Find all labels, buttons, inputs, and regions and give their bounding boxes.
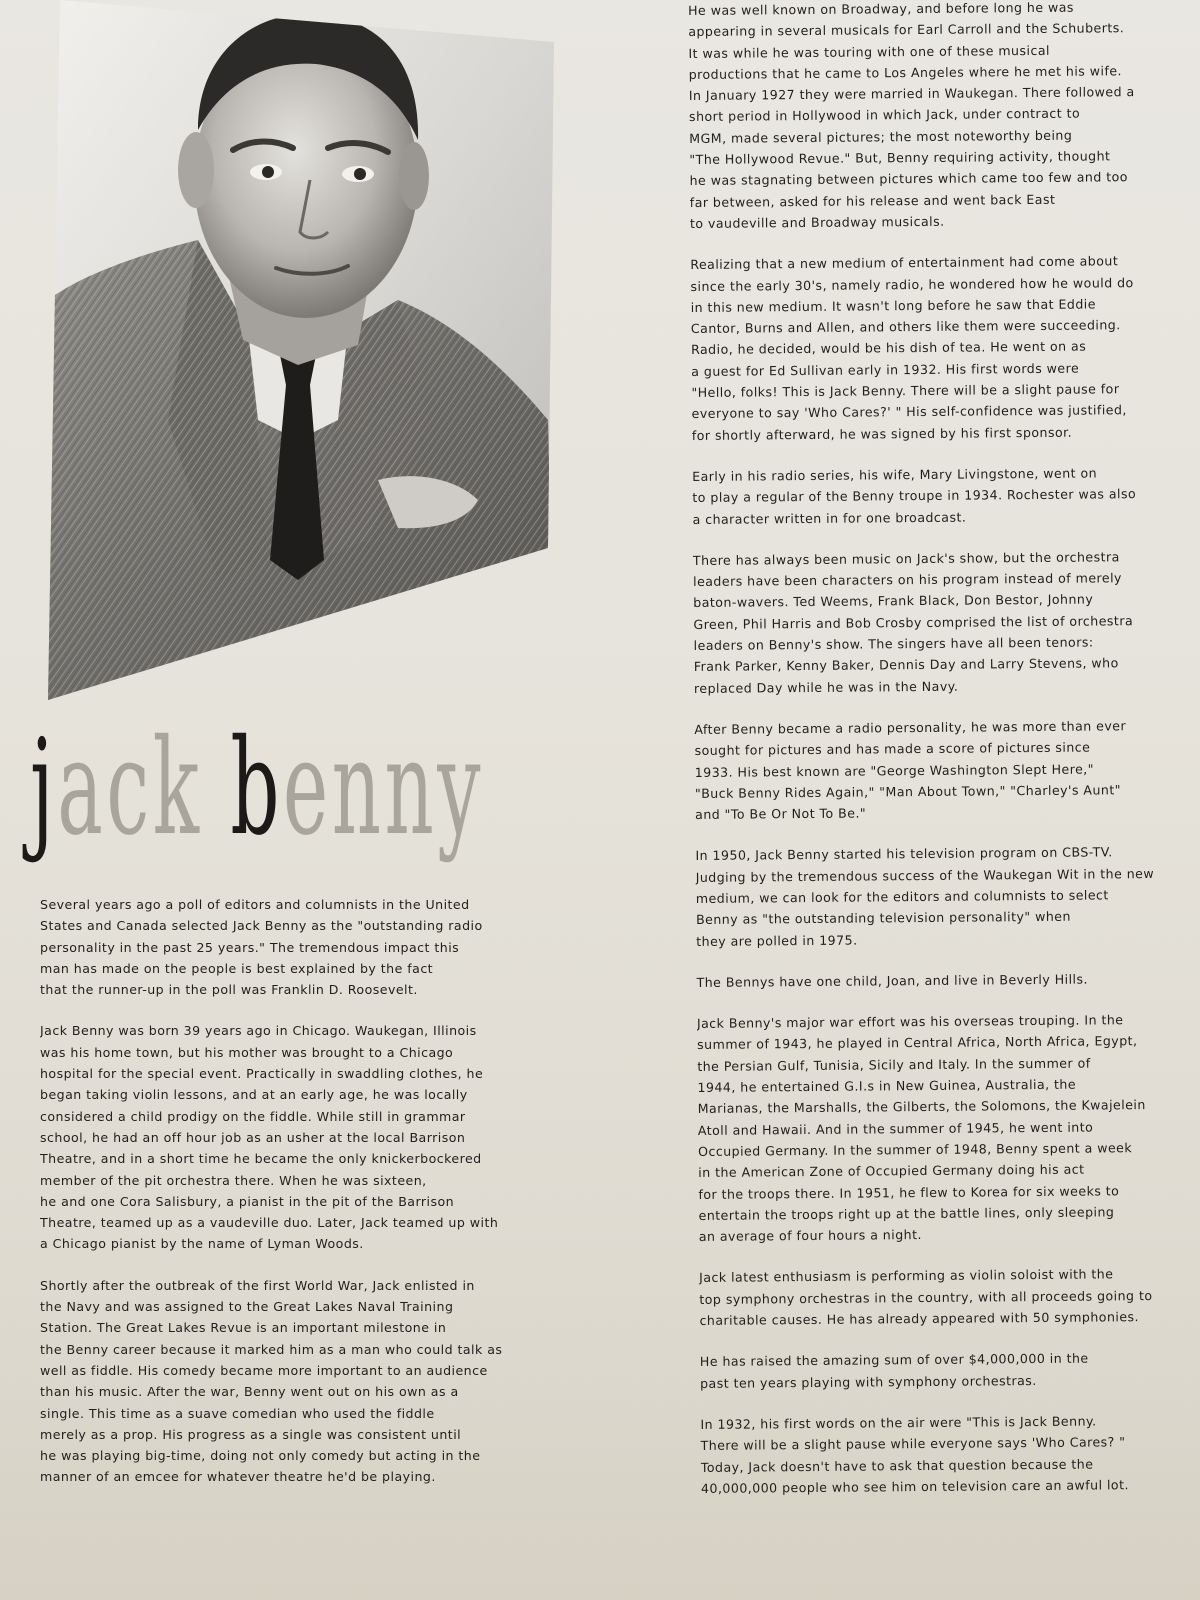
- text-line: Frank Parker, Kenny Baker, Dennis Day and Larry Stevens, who: [693, 655, 1119, 675]
- text-line: the Navy and was assigned to the Great Lakes Naval Training: [40, 1299, 454, 1315]
- text-line: Jack Benny was born 39 years ago in Chicago. Waukegan, Illinois: [40, 1023, 477, 1039]
- text-line: leaders have been characters on his program instead of merely: [693, 570, 1122, 590]
- text-line: There will be a slight pause while everyone says 'Who Cares? ": [700, 1434, 1126, 1454]
- text-line: charitable causes. He has already appeared with 50 symphonies.: [699, 1309, 1140, 1328]
- text-line: single. This time as a suave comedian who used the fiddle: [40, 1405, 435, 1421]
- text-line: After Benny became a radio personality, he was more than ever: [694, 718, 1127, 737]
- text-line: past ten years playing with symphony orchestras.: [700, 1372, 1037, 1391]
- text-line: States and Canada selected Jack Benny as the "outstanding radio: [40, 918, 483, 934]
- text-line: Radio, he decided, would be his dish of tea. He went on as: [690, 338, 1087, 358]
- paragraph: [693, 545, 1194, 698]
- text-line: 1933. His best known are "George Washington Slept Here,": [694, 760, 1095, 780]
- text-line: Judging by the tremendous success of the Waukegan Wit in the new: [695, 865, 1155, 885]
- text-line: Realizing that a new medium of entertainment had come about: [690, 253, 1119, 273]
- text-line: Today, Jack doesn't have to ask that question because the: [700, 1456, 1094, 1475]
- portrait-photo: [48, 0, 554, 700]
- paragraph: [695, 841, 1196, 952]
- text-line: an average of four hours a night.: [698, 1227, 922, 1245]
- text-line: Atoll and Hawaii. And in the summer of 1945, he went into: [697, 1119, 1094, 1138]
- text-line: productions that he came to Los Angeles where he met his wife.: [688, 63, 1123, 82]
- text-line: to play a regular of the Benny troupe in 1934. Rochester was also: [692, 486, 1137, 506]
- text-line: baton-wavers. Ted Weems, Frank Black, Don Bestor, Johnny: [693, 591, 1094, 611]
- title-first-rest: ack: [57, 711, 203, 865]
- paragraph: [697, 1009, 1199, 1248]
- text-line: "The Hollywood Revue." But, Benny requiring activity, thought: [689, 148, 1111, 168]
- paragraph: [692, 462, 1193, 530]
- text-line: MGM, made several pictures; the most noteworthy being: [689, 127, 1073, 146]
- text-line: school, he had an off hour job as an usher at the local Barrison: [40, 1129, 466, 1145]
- text-line: 40,000,000 people who see him on television care an awful lot.: [700, 1477, 1129, 1496]
- text-line: far between, asked for his release and went back East: [689, 191, 1056, 210]
- text-line: he was playing big-time, doing not only comedy but acting in the: [40, 1448, 481, 1464]
- text-line: in the American Zone of Occupied Germany doing his act: [698, 1161, 1085, 1181]
- text-line: man has made on the people is best explained by the fact: [40, 960, 434, 976]
- text-line: that the runner-up in the poll was Franklin D. Roosevelt.: [40, 982, 418, 998]
- text-line: There has always been music on Jack's show, but the orchestra: [692, 549, 1120, 568]
- text-line: appearing in several musicals for Earl Carroll and the Schuberts.: [688, 20, 1125, 40]
- text-line: hospital for the special event. Practically in swaddling clothes, he: [40, 1066, 484, 1082]
- text-line: entertain the troops right up at the battle lines, only sleeping: [698, 1204, 1115, 1223]
- text-line: for the troops there. In 1951, he flew to Korea for six weeks to: [698, 1182, 1120, 1202]
- text-line: the Benny career because it marked him as a man who could talk as: [40, 1341, 503, 1357]
- text-line: began taking violin lessons, and at an early age, he was locally: [40, 1087, 468, 1103]
- text-line: "Hello, folks! This is Jack Benny. There will be a slight pause for: [691, 381, 1120, 401]
- text-line: they are polled in 1975.: [696, 932, 858, 949]
- text-line: short period in Hollywood in which Jack, under contract to: [688, 106, 1081, 125]
- text-line: top symphony orchestras in the country, with all proceeds going to: [699, 1287, 1153, 1307]
- paragraph: [40, 1275, 540, 1488]
- paragraph: [688, 0, 1190, 234]
- text-line: Shortly after the outbreak of the first World War, Jack enlisted in: [40, 1277, 475, 1293]
- text-line: member of the pit orchestra there. When he was sixteen,: [40, 1172, 427, 1188]
- paragraph: [694, 715, 1195, 826]
- text-line: manner of an emcee for whatever theatre he'd be playing.: [40, 1469, 436, 1485]
- paragraph: [700, 1410, 1200, 1500]
- text-line: The Bennys have one child, Joan, and live in Beverly Hills.: [696, 971, 1088, 990]
- text-line: Jack latest enthusiasm is performing as violin soloist with the: [699, 1266, 1114, 1286]
- title-last-rest: enny: [282, 711, 484, 865]
- page-title: [30, 711, 484, 865]
- paragraph: [699, 1263, 1200, 1331]
- text-line: summer of 1943, he played in Central Africa, North Africa, Egypt,: [697, 1033, 1138, 1053]
- text-line: a guest for Ed Sullivan early in 1932. His first words were: [691, 360, 1080, 379]
- title-last-initial: b: [230, 711, 283, 865]
- text-line: leaders on Benny's show. The singers have all been tenors:: [693, 634, 1094, 653]
- text-line: Occupied Germany. In the summer of 1948, Benny spent a week: [697, 1140, 1133, 1159]
- paragraph: [40, 1020, 540, 1254]
- text-line: Station. The Great Lakes Revue is an important milestone in: [40, 1320, 447, 1336]
- text-line: 1944, he entertained G.I.s in New Guinea, Australia, the: [697, 1076, 1077, 1096]
- text-line: In January 1927 they were married in Waukegan. There followed a: [688, 84, 1135, 104]
- text-line: He was well known on Broadway, and before long he was: [688, 0, 1074, 18]
- text-line: Theatre, and in a short time he became the only knickerbockered: [40, 1151, 482, 1167]
- text-line: Benny as "the outstanding television personality" when: [695, 908, 1071, 928]
- text-line: Green, Phil Harris and Bob Crosby comprised the list of orchestra: [693, 612, 1134, 632]
- text-line: In 1950, Jack Benny started his television program on CBS-TV.: [695, 844, 1113, 864]
- right-text-column: [688, 0, 1200, 1519]
- text-line: Jack Benny's major war effort was his overseas trouping. In the: [696, 1012, 1124, 1032]
- text-line: a character written in for one broadcast.: [692, 509, 967, 527]
- text-line: personality in the past 25 years." The tremendous impact this: [40, 939, 460, 955]
- paragraph: [696, 967, 1196, 993]
- text-line: considered a child prodigy on the fiddle. While still in grammar: [40, 1108, 466, 1124]
- text-line: he and one Cora Salisbury, a pianist in the pit of the Barrison: [40, 1193, 455, 1209]
- text-line: for shortly afterward, he was signed by his first sponsor.: [691, 424, 1073, 443]
- paragraph: [40, 894, 540, 1000]
- text-line: "Buck Benny Rides Again," "Man About Town," "Charley's Aunt": [694, 782, 1122, 801]
- text-line: was his home town, but his mother was brought to a Chicago: [40, 1044, 454, 1060]
- text-line: he was stagnating between pictures which came too few and too: [689, 169, 1128, 189]
- text-line: Cantor, Burns and Allen, and others like them were succeeding.: [690, 317, 1121, 337]
- text-line: Marianas, the Marshalls, the Gilberts, the Solomons, the Kwajelein: [697, 1097, 1146, 1117]
- text-line: replaced Day while he was in the Navy.: [693, 678, 959, 696]
- text-line: In 1932, his first words on the air were "This is Jack Benny.: [700, 1413, 1097, 1432]
- text-line: the Persian Gulf, Tunisia, Sicily and Italy. In the summer of: [697, 1055, 1091, 1074]
- text-line: It was while he was touring with one of these musical: [688, 42, 1050, 61]
- paragraph: [700, 1347, 1200, 1394]
- text-line: since the early 30's, namely radio, he wondered how he would do: [690, 274, 1134, 294]
- paragraph: [690, 250, 1192, 446]
- text-line: medium, we can look for the editors and columnists to select: [695, 887, 1109, 906]
- text-line: sought for pictures and has made a score of pictures since: [694, 739, 1091, 759]
- text-line: in this new medium. It wasn't long before he saw that Eddie: [690, 296, 1096, 315]
- text-line: He has raised the amazing sum of over $4,000,000 in the: [699, 1350, 1089, 1370]
- title-first-initial: j: [30, 711, 58, 865]
- text-line: well as fiddle. His comedy became more important to an audience: [40, 1362, 488, 1378]
- text-line: than his music. After the war, Benny went out on his own as a: [40, 1384, 459, 1400]
- text-line: Several years ago a poll of editors and columnists in the United: [40, 897, 470, 912]
- text-line: to vaudeville and Broadway musicals.: [689, 213, 945, 231]
- text-line: and "To Be Or Not To Be.": [695, 805, 867, 823]
- text-line: everyone to say 'Who Cares?' " His self-confidence was justified,: [691, 402, 1127, 422]
- text-line: Early in his radio series, his wife, Mary Livingstone, went on: [692, 465, 1098, 484]
- text-line: a Chicago pianist by the name of Lyman Woods.: [40, 1236, 364, 1252]
- text-line: Theatre, teamed up as a vaudeville duo. Later, Jack teamed up with: [40, 1215, 499, 1231]
- text-line: merely as a prop. His progress as a single was consistent until: [40, 1426, 462, 1442]
- left-text-column: [40, 894, 540, 1508]
